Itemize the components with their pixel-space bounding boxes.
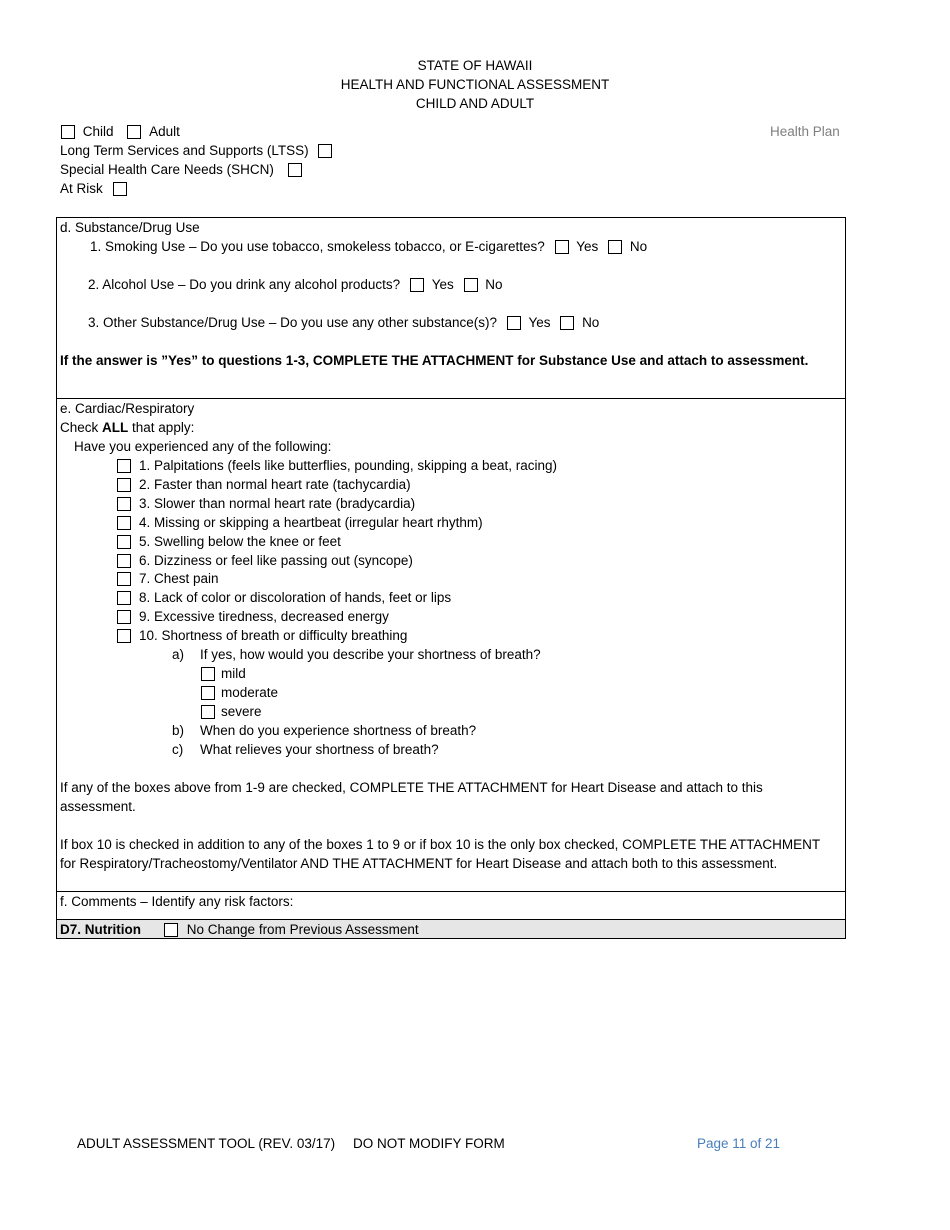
d7-no-change-label: No Change from Previous Assessment (186, 922, 419, 937)
severity-option (201, 702, 262, 721)
symptom-label-6: 6. Dizziness or feel like passing out (syncope) (139, 553, 413, 568)
assessment-form-box (56, 217, 846, 939)
symptom-item (117, 494, 415, 513)
symptom-item (117, 456, 557, 475)
shcn-label: Special Health Care Needs (SHCN) (60, 162, 274, 177)
symptom-label-10: 10. Shortness of breath or difficulty breathing (139, 628, 408, 643)
at-risk-row (60, 179, 127, 198)
symptom-checkbox-9[interactable] (117, 610, 131, 624)
adult-checkbox[interactable] (127, 125, 141, 139)
section-f-comments: f. Comments – Identify any risk factors: (60, 894, 294, 909)
alcohol-no-checkbox[interactable] (464, 278, 478, 292)
sub-question-a: If yes, how would you describe your shortness of breath? (200, 647, 541, 662)
footer-page-number: Page 11 of 21 (697, 1136, 781, 1151)
section-d-title: d. Substance/Drug Use (60, 220, 200, 235)
question-other-substance (88, 313, 599, 332)
question-smoking (90, 237, 647, 256)
at-risk-label: At Risk (60, 181, 103, 196)
question-smoking-text: 1. Smoking Use – Do you use tobacco, smokeless tobacco, or E-cigarettes? (90, 239, 545, 254)
sub-question-b: When do you experience shortness of breath? (200, 723, 477, 738)
question-other-substance-text: 3. Other Substance/Drug Use – Do you use any other substance(s)? (88, 315, 497, 330)
footer-tool-name: ADULT ASSESSMENT TOOL (REV. 03/17) (77, 1136, 336, 1151)
severity-mild-checkbox[interactable] (201, 667, 215, 681)
sub-question-b-letter: b) (172, 723, 185, 738)
other-substance-yes-label: Yes (528, 315, 551, 330)
symptom-label-4: 4. Missing or skipping a heartbeat (irregular heart rhythm) (139, 515, 483, 530)
shcn-row (60, 160, 302, 179)
symptom-checkbox-5[interactable] (117, 535, 131, 549)
question-alcohol-text: 2. Alcohol Use – Do you drink any alcohol products? (88, 277, 401, 292)
symptom-checkbox-10[interactable] (117, 629, 131, 643)
header-child-adult: CHILD AND ADULT (415, 96, 535, 111)
child-label: Child (82, 124, 114, 139)
shcn-checkbox[interactable] (288, 163, 302, 177)
severity-mild-label: mild (221, 666, 246, 681)
check-all-suffix: that apply: (128, 420, 195, 435)
d7-no-change-checkbox[interactable] (164, 923, 178, 937)
ltss-row (60, 141, 332, 160)
sub-question-c-letter: c) (172, 742, 184, 757)
symptom-item (117, 551, 413, 570)
symptom-checkbox-3[interactable] (117, 497, 131, 511)
symptom-item (117, 588, 451, 607)
ltss-checkbox[interactable] (318, 144, 332, 158)
header-state: STATE OF HAWAII (417, 58, 533, 73)
other-substance-no-checkbox[interactable] (560, 316, 574, 330)
adult-label: Adult (149, 124, 180, 139)
symptom-checkbox-1[interactable] (117, 459, 131, 473)
check-all-emphasis: ALL (102, 420, 129, 435)
footer-do-not-modify: DO NOT MODIFY FORM (353, 1136, 505, 1151)
alcohol-yes-checkbox[interactable] (410, 278, 424, 292)
child-adult-row (61, 122, 180, 141)
respiratory-attachment-note-line2: for Respiratory/Tracheostomy/Ventilator AND THE ATTACHMENT for Heart Disease and attach both to this assessment. (60, 856, 778, 871)
question-alcohol (88, 275, 503, 294)
symptom-label-3: 3. Slower than normal heart rate (bradycardia) (139, 496, 416, 511)
ltss-label: Long Term Services and Supports (LTSS) (60, 143, 309, 158)
heart-attachment-note-line1: If any of the boxes above from 1-9 are checked, COMPLETE THE ATTACHMENT for Heart Disease and attach to this (60, 780, 763, 795)
symptom-label-7: 7. Chest pain (139, 571, 219, 586)
alcohol-no-label: No (485, 277, 503, 292)
d7-no-change (164, 920, 419, 939)
symptom-label-9: 9. Excessive tiredness, decreased energy (139, 609, 389, 624)
sub-question-a-letter: a) (172, 647, 185, 662)
severity-moderate-label: moderate (221, 685, 279, 700)
symptom-item (117, 626, 407, 645)
health-plan-label: Health Plan (770, 124, 840, 139)
symptom-item (117, 607, 389, 626)
smoking-no-label: No (629, 239, 648, 254)
symptom-checkbox-4[interactable] (117, 516, 131, 530)
check-all-prefix: Check (60, 420, 103, 435)
heart-attachment-note-line2: assessment. (60, 799, 136, 814)
symptom-item (117, 569, 219, 588)
symptom-checkbox-8[interactable] (117, 591, 131, 605)
severity-moderate-checkbox[interactable] (201, 686, 215, 700)
severity-severe-label: severe (221, 704, 262, 719)
d7-nutrition-row (57, 920, 845, 938)
symptom-label-2: 2. Faster than normal heart rate (tachycardia) (139, 477, 411, 492)
sub-question-c: What relieves your shortness of breath? (200, 742, 439, 757)
substance-instruction: If the answer is ”Yes” to questions 1-3, COMPLETE THE ATTACHMENT for Substance Use and attach to assessment. (60, 353, 809, 368)
symptom-item (117, 475, 411, 494)
smoking-no-checkbox[interactable] (608, 240, 622, 254)
respiratory-attachment-note-line1: If box 10 is checked in addition to any of the boxes 1 to 9 or if box 10 is the only box checked, COMPLETE THE ATTACHMENT (60, 837, 821, 852)
severity-option (201, 664, 246, 683)
smoking-yes-checkbox[interactable] (555, 240, 569, 254)
symptom-checkbox-7[interactable] (117, 572, 131, 586)
severity-option (201, 683, 278, 702)
symptom-label-5: 5. Swelling below the knee or feet (139, 534, 341, 549)
symptom-item (117, 532, 341, 551)
at-risk-checkbox[interactable] (113, 182, 127, 196)
check-all-line (60, 418, 194, 437)
section-e-title: e. Cardiac/Respiratory (60, 401, 195, 416)
other-substance-yes-checkbox[interactable] (507, 316, 521, 330)
symptom-label-1: 1. Palpitations (feels like butterflies, pounding, skipping a beat, racing) (139, 458, 557, 473)
experienced-prompt: Have you experienced any of the following: (74, 439, 332, 454)
other-substance-no-label: No (582, 315, 600, 330)
symptom-item (117, 513, 483, 532)
smoking-yes-label: Yes (576, 239, 599, 254)
alcohol-yes-label: Yes (431, 277, 454, 292)
header-assessment: HEALTH AND FUNCTIONAL ASSESSMENT (340, 77, 610, 92)
d7-nutrition-title: D7. Nutrition (60, 922, 141, 937)
symptom-checkbox-2[interactable] (117, 478, 131, 492)
symptom-label-8: 8. Lack of color or discoloration of hands, feet or lips (139, 590, 452, 605)
severity-severe-checkbox[interactable] (201, 705, 215, 719)
symptom-checkbox-6[interactable] (117, 554, 131, 568)
child-checkbox[interactable] (61, 125, 75, 139)
